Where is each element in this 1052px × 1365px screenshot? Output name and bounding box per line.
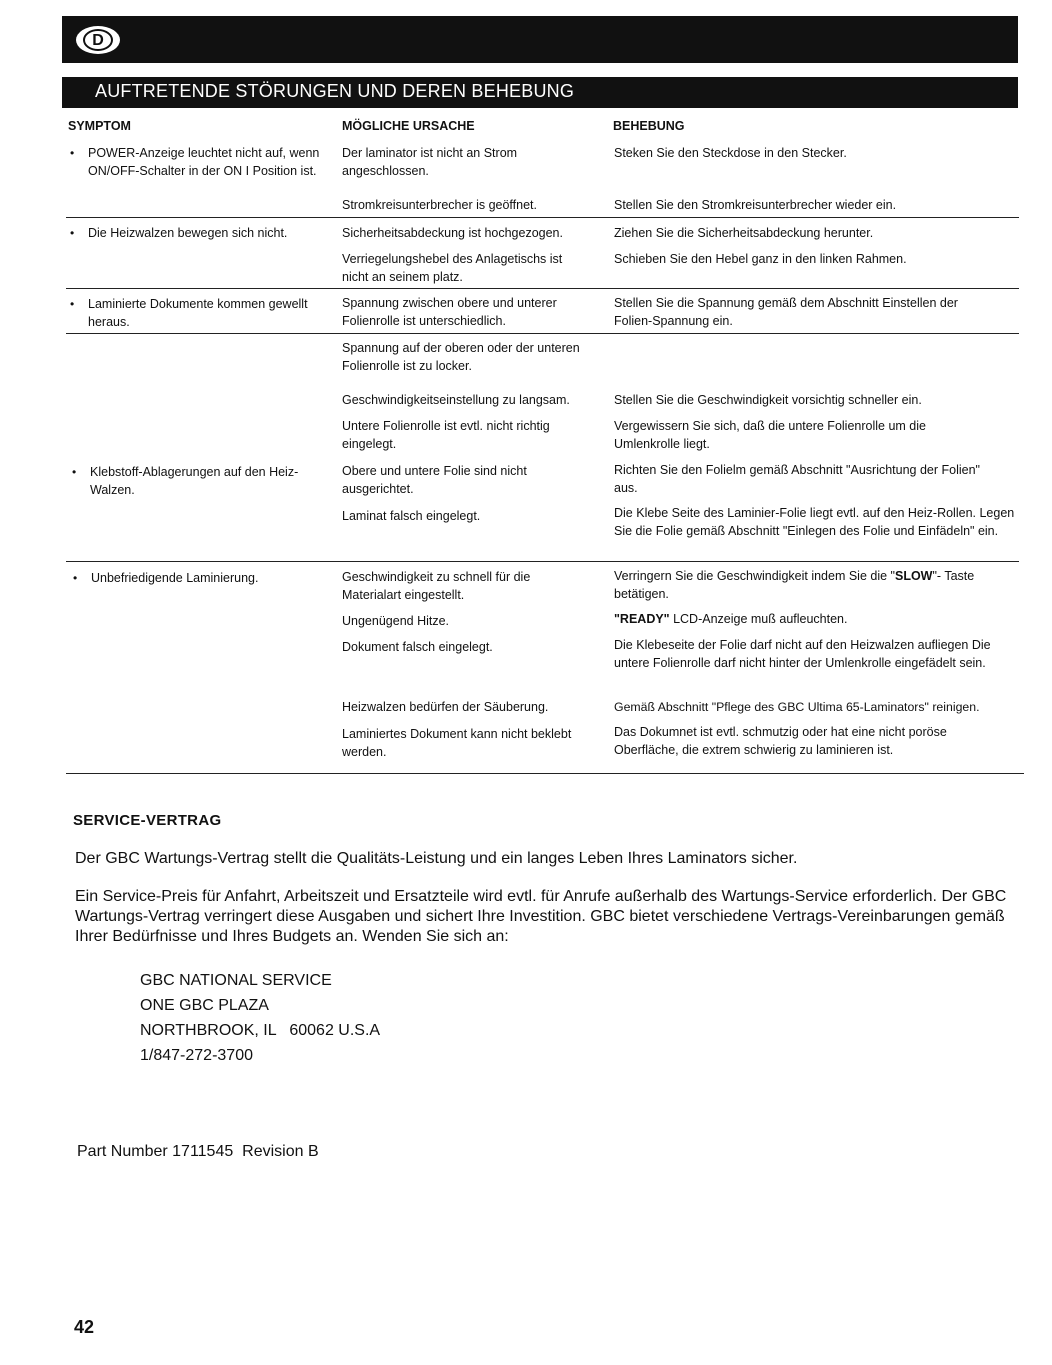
table-bottom-rule [66, 773, 1024, 774]
cause-text: Der laminator ist nicht an Strom angeschlossen. [342, 146, 518, 178]
cause-text: Sicherheitsabdeckung ist hochgezogen. [342, 226, 563, 240]
fix-text: Stellen Sie die Geschwindigkeit vorsichtig schneller ein. [614, 393, 922, 407]
fix-text-part: Verringern Sie die Geschwindigkeit indem Sie die " [614, 569, 895, 583]
cause-text: Verriegelungshebel des Anlagetischs ist nicht an seinem platz. [342, 252, 563, 284]
section-title-bar [62, 77, 1018, 108]
fix-text-part: "- Taste betätigen. [614, 569, 975, 601]
cause-text: Heizwalzen bedürfen der Säuberung. [342, 700, 549, 714]
symptom-adhesive: • Klebstoff-Ablagerungen auf den Heiz-Walzen. [90, 463, 310, 499]
fix-text: Stellen Sie die Spannung gemäß dem Abschnitt Einstellen der Folien-Spannung ein. [614, 296, 958, 328]
fix-text-part: LCD-Anzeige muß aufleuchten. [669, 612, 848, 626]
column-header-cause: MÖGLICHE URSACHE [342, 119, 475, 133]
column-header-symptom: SYMPTOM [68, 119, 131, 133]
row-divider [66, 333, 1019, 334]
fix-text-bold: SLOW [894, 569, 933, 583]
cause-text: Obere und untere Folie sind nicht ausgerichtet. [342, 464, 527, 496]
cause-text: Geschwindigkeit zu schnell für die Materialart eingestellt. [342, 570, 531, 602]
cause-text: Spannung zwischen obere und unterer Folienrolle ist unterschiedlich. [342, 296, 557, 328]
language-badge [76, 26, 120, 54]
fix-text: Steken Sie den Steckdose in den Stecker. [614, 146, 847, 160]
symptom-rollers: • Die Heizwalzen bewegen sich nicht. [88, 224, 333, 242]
section-title: AUFTRETENDE STÖRUNGEN UND DEREN BEHEBUNG [95, 81, 575, 101]
fix-text: Die Klebeseite der Folie darf nicht auf den Heizwalzen aufliegen Die untere Folienrolle darf nicht hinter der Umlenkrolle eingefädelt sein. [614, 638, 991, 670]
cause-text: Laminat falsch eingelegt. [342, 509, 481, 523]
fix-text [614, 567, 1004, 603]
fix-text: Gemäß Abschnitt "Pflege des GBC Ultima 65-Laminators" reinigen. [614, 700, 980, 714]
column-header-fix: BEHEBUNG [613, 119, 685, 133]
fix-text: Das Dokumnet ist evtl. schmutzig oder hat eine nicht poröse Oberfläche, die extrem schwierig zu laminieren ist. [614, 725, 947, 757]
row-divider [66, 561, 1019, 562]
cause-text: Untere Folienrolle ist evtl. nicht richtig eingelegt. [342, 419, 550, 451]
symptom-curled: • Laminierte Dokumente kommen gewellt heraus. [88, 295, 328, 331]
fix-text: Richten Sie den Folielm gemäß Abschnitt "Ausrichtung der Folien" aus. [614, 463, 980, 495]
fix-text: Die Klebe Seite des Laminier-Folie liegt evtl. auf den Heiz-Rollen. Legen Sie die Folie gemäß Abschnitt "Einlegen des Folie und Einfädeln" ein. [614, 506, 1015, 538]
address-line-1: GBC NATIONAL SERVICE [140, 972, 332, 989]
fix-text-bold: "READY" [614, 612, 670, 626]
language-badge-label: D [83, 29, 113, 51]
cause-text: Spannung auf der oberen oder der unteren Folienrolle ist zu locker. [342, 341, 580, 373]
fix-text: Vergewissern Sie sich, daß die untere Folienrolle um die Umlenkrolle liegt. [614, 419, 926, 451]
cause-text: Dokument falsch eingelegt. [342, 640, 493, 654]
service-paragraph-1: Der GBC Wartungs-Vertrag stellt die Qualitäts-Leistung und ein langes Leben Ihres Laminators sicher. [75, 850, 798, 867]
fix-text: Ziehen Sie die Sicherheitsabdeckung herunter. [614, 226, 874, 240]
symptom-unsatisfactory: • Unbefriedigende Laminierung. [91, 569, 331, 587]
cause-text: Geschwindigkeitseinstellung zu langsam. [342, 393, 570, 407]
address-phone: 1/847-272-3700 [140, 1047, 253, 1064]
cause-text: Ungenügend Hitze. [342, 614, 450, 628]
address-line-2: ONE GBC PLAZA [140, 997, 269, 1014]
fix-text: Schieben Sie den Hebel ganz in den linken Rahmen. [614, 252, 907, 266]
row-divider [66, 288, 1019, 289]
symptom-power: • POWER-Anzeige leuchtet nicht auf, wenn ON/OFF-Schalter in der ON I Position ist. [88, 144, 323, 180]
address-line-3: NORTHBROOK, IL 60062 U.S.A [140, 1022, 381, 1039]
header-bar [62, 16, 1018, 63]
cause-text: Stromkreisunterbrecher is geöffnet. [342, 198, 538, 212]
service-paragraph-2: Ein Service-Preis für Anfahrt, Arbeitszeit und Ersatzteile wird evtl. für Anrufe außerhalb des Wartungs-Service erforderlich. Der GBC Wartungs-Vertrag verringert diese Ausgaben und sichert Ihre Investition. GBC bietet verschiedene Vertrags-Vereinbarungen gemäß Ihrer Bedürfnisse und Ihres Budgets an. Wenden Sie sich an: [75, 888, 1007, 945]
cause-text: Laminiertes Dokument kann nicht beklebt werden. [342, 727, 572, 759]
row-divider [66, 217, 1019, 218]
service-heading: SERVICE-VERTRAG [73, 812, 222, 829]
fix-text [614, 610, 1024, 628]
fix-text: Stellen Sie den Stromkreisunterbrecher wieder ein. [614, 198, 897, 212]
part-number: Part Number 1711545 Revision B [77, 1143, 319, 1160]
page-number: 42 [74, 1317, 95, 1337]
